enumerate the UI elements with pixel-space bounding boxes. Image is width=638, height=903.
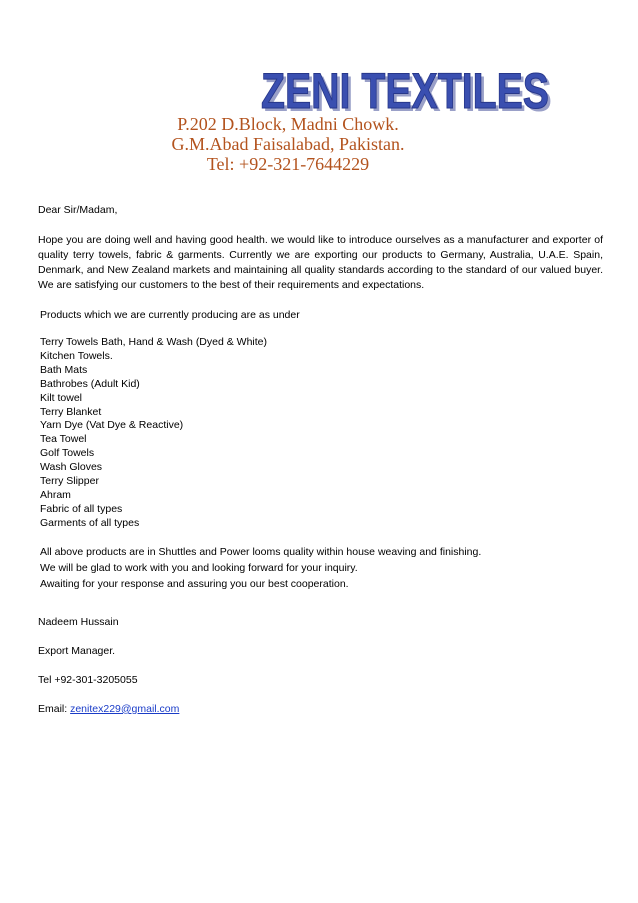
signer-email <box>38 702 603 717</box>
list-item: Terry Slipper <box>40 475 99 488</box>
list-item: Kitchen Towels. <box>40 349 113 362</box>
list-item: Kilt towel <box>40 391 83 404</box>
email-label: Email: <box>38 702 71 715</box>
list-item: Wash Gloves <box>40 461 103 474</box>
list-item: Tea Towel <box>40 433 87 446</box>
signer-phone: Tel +92-301-3205055 <box>38 673 138 686</box>
list-item: Ahram <box>40 488 71 501</box>
letter-body <box>38 203 603 731</box>
list-item: Terry Towels Bath, Hand & Wash (Dyed & White) <box>40 336 267 348</box>
logo-main-text: ZENI TEXTILES <box>261 63 549 119</box>
signer-name: Nadeem Hussain <box>38 615 119 628</box>
signer-title: Export Manager. <box>38 644 116 657</box>
logo-wordmark <box>258 62 554 120</box>
list-item: Yarn Dye (Vat Dye & Reactive) <box>40 419 184 432</box>
address-line-2: G.M.Abad Faisalabad, Pakistan. <box>171 134 405 154</box>
company-address <box>150 114 426 174</box>
list-item: Terry Blanket <box>40 405 102 418</box>
company-logo <box>258 62 554 120</box>
signature-block <box>38 615 603 717</box>
closing-line: All above products are in Shuttles and Power looms quality within house weaving and finishing. <box>40 545 482 558</box>
list-item: Fabric of all types <box>40 502 123 515</box>
salutation: Dear Sir/Madam, <box>38 204 118 216</box>
closing-line: Awaiting for your response and assuring you our best cooperation. <box>40 577 349 590</box>
phone-line: Tel: +92-321-7644229 <box>206 154 370 174</box>
email-link[interactable]: zenitex229@gmail.com <box>70 702 180 715</box>
list-item: Golf Towels <box>40 447 95 460</box>
address-line-1: P.202 D.Block, Madni Chowk. <box>177 114 399 134</box>
logo-shadow-text: ZENI TEXTILES <box>264 66 552 120</box>
closing-line: We will be glad to work with you and looking forward for your inquiry. <box>40 561 358 574</box>
intro-paragraph: Hope you are doing well and having good health. we would like to introduce ourselves as a manufacturer and exporter of quality terry towels, fabric & garments. Currently we are exporting our products to Germany, Australia, U.A.E. Spain, Denmark, and New Zealand markets and maintaining all quality standards according to the standard of our valued buyer. We are satisfying our customers to the best of their requirements and expectations. <box>38 234 603 291</box>
list-item: Bathrobes (Adult Kid) <box>40 377 140 390</box>
products-intro: Products which we are currently producing are as under <box>40 309 300 321</box>
list-item: Garments of all types <box>40 516 140 529</box>
list-item: Bath Mats <box>40 363 88 376</box>
product-list <box>38 336 603 531</box>
closing-paragraph <box>38 544 603 592</box>
